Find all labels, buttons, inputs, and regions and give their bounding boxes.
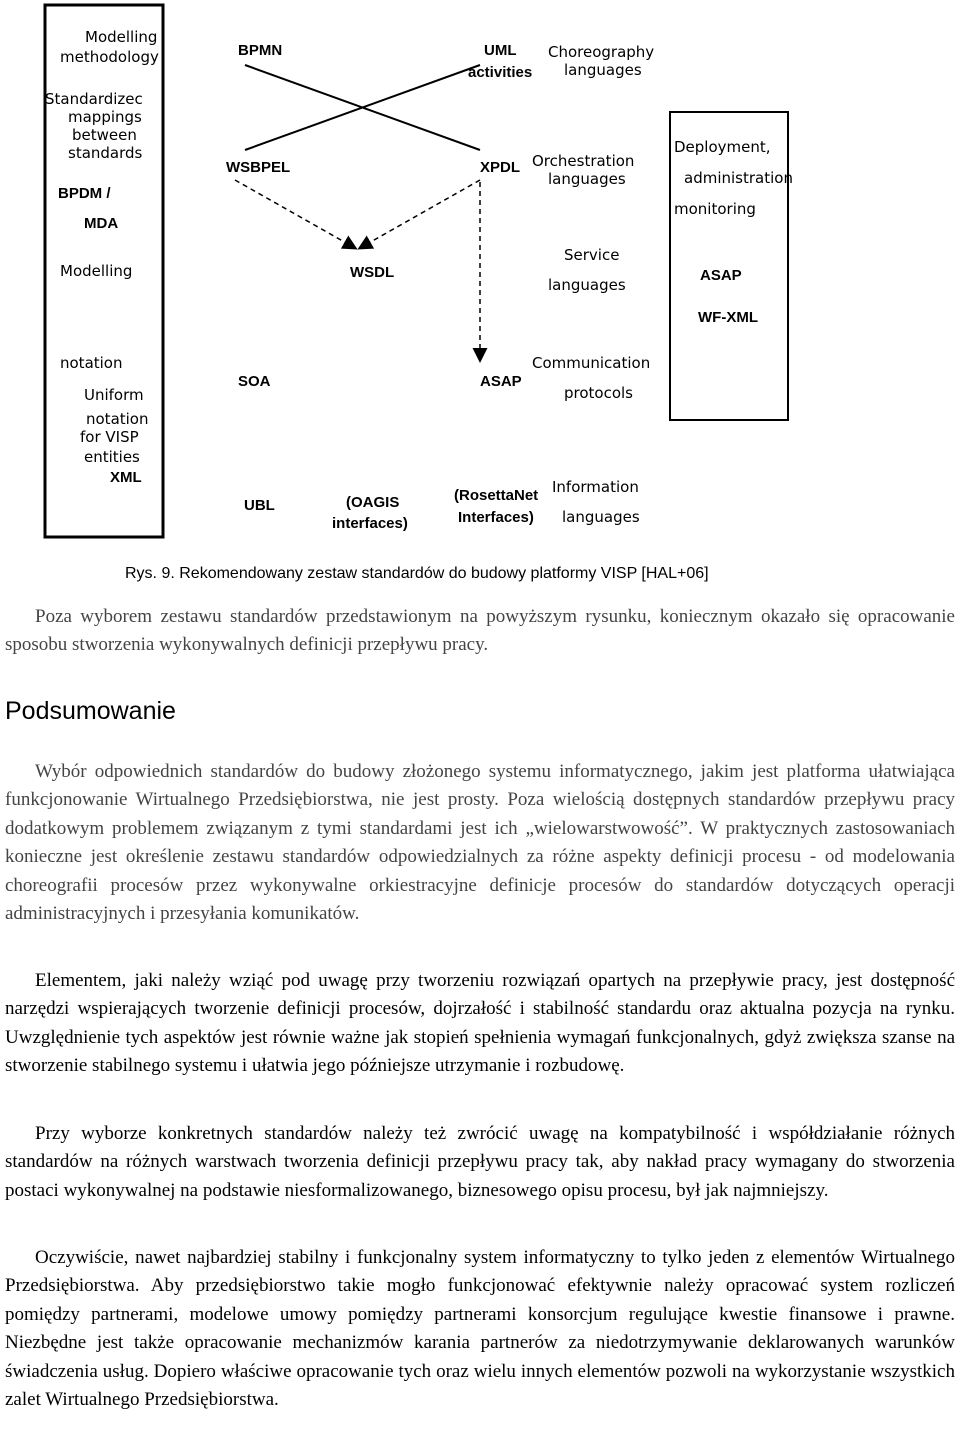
layer-label: protocols (564, 384, 634, 402)
node-oagis: (OAGIS (346, 494, 400, 511)
standards-diagram (40, 0, 800, 545)
body-paragraph: Przy wyborze konkretnych standardów należy też zwrócić uwagę na kompatybilność i współdziałanie różnych standardów na różnych warstwach tworzenia definicji przepływu pracy tak, aby nakład pracy wymagany do stworzenia postaci wykonywalnej na podstawie niesformalizowanego, biznesowego opisu procesu, był jak najmniejszy. (5, 1123, 955, 1201)
section-heading: Podsumowanie (5, 697, 176, 725)
node-bpmn: BPMN (238, 42, 283, 59)
left-label: mappings (68, 108, 142, 126)
layer-label: languages (564, 61, 642, 79)
node-asap: ASAP (480, 373, 522, 390)
deployment-label: monitoring (674, 200, 756, 218)
figure-caption: Rys. 9. Rekomendowany zestaw standardów do budowy platformy VISP [HAL+06] (125, 565, 709, 582)
left-label: notation (60, 354, 123, 372)
node-ubl: UBL (244, 497, 275, 514)
node-wsdl: WSDL (350, 264, 395, 281)
layer-label: languages (562, 508, 640, 526)
layer-label: Choreography (548, 43, 655, 61)
layer-label: languages (548, 276, 626, 294)
left-label: MDA (84, 215, 119, 232)
left-label: BPDM / (58, 185, 111, 202)
left-label: entities (84, 448, 140, 466)
node-rosettanet: Interfaces) (458, 509, 534, 526)
deployment-label: Deployment, (674, 138, 771, 156)
left-label: standards (68, 144, 143, 162)
node-uml: UML (484, 42, 517, 59)
layer-label: languages (548, 170, 626, 188)
layer-label: Information (552, 478, 639, 496)
body-paragraph: Wybór odpowiednich standardów do budowy złożonego systemu informatycznego, jakim jest platforma ułatwiająca funkcjonowanie Wirtualnego Przedsiębiorstwa, nie jest prosty. Poza wielością dostępnych standardów przepływu pracy dodatkowym problemem związanym z tymi standardami jest ich „wielowarstwowość”. W praktycznych zastosowaniach konieczne jest określenie zestawu standardów odpowiedzialnych za różne aspekty definicji procesu - od modelowania choreografii procesów przez wykonywalne orkiestracyjne definicje procesów do standardów dotyczących operacji administracyjnych i przesyłania komunikatów. (5, 761, 955, 925)
body-paragraph: Oczywiście, nawet najbardziej stabilny i funkcjonalny system informatyczny to tylko jeden z elementów Wirtualnego Przedsiębiorstwa. Aby przedsiębiorstwo takie mogło funkcjonować efektywnie należy opracować system rozliczeń pomiędzy partnerami, modelowe umowy pomiędzy partnerami konsorcjum regulujące kwestie finansowe i prawne. Niezbędne jest także opracowanie mechanizmów karania partnerów za niedotrzymywanie deklarowanych warunków świadczenia usług. Dopiero właściwe opracowanie tych oraz wielu innych elementów pozwoli na wykorzystanie wszystkich zalet Wirtualnego Przedsiębiorstwa. (5, 1247, 955, 1411)
layer-label: Communication (532, 354, 651, 372)
node-xpdl: XPDL (480, 159, 521, 176)
layer-label: Orchestration (532, 152, 635, 170)
deployment-box-frame (670, 112, 788, 420)
left-label: Standardizec (45, 90, 143, 108)
left-label: XML (110, 469, 142, 486)
left-label: Uniform (84, 386, 144, 404)
left-label: for VISP (80, 428, 139, 446)
node-wsbpel: WSBPEL (226, 159, 291, 176)
node-wfxml: WF-XML (698, 309, 758, 326)
node-oagis: interfaces) (332, 515, 408, 532)
intro-paragraph: Poza wyborem zestawu standardów przedstawionym na powyższym rysunku, koniecznym okazało się opracowanie sposobu stworzenia wykonywalnych definicji przepływu pracy. (5, 606, 955, 655)
left-label: Modelling (85, 28, 158, 46)
layer-label: Service (564, 246, 620, 264)
left-label: notation (86, 410, 149, 428)
arrow-wsbpel-wsdl (235, 180, 355, 248)
left-label: Modelling (60, 262, 133, 280)
node-uml: activities (468, 64, 533, 81)
arrow-xpdl-wsdl (360, 180, 480, 248)
left-label: methodology (60, 48, 159, 66)
body-paragraph: Elementem, jaki należy wziąć pod uwagę przy tworzeniu rozwiązań opartych na przepływie pracy, jest dostępność narzędzi wspierających tworzenie definicji procesów, dojrzałość i stabilność standardu oraz aktualna pozycja na rynku. Uwzględnienie tych aspektów jest równie ważne jak stopień spełnienia wymagań funkcjonalnych, gdyż zwiększa szanse na stworzenie stabilnego systemu i ułatwia jego późniejsze utrzymanie i rozbudowę. (5, 970, 955, 1077)
node-asap-right: ASAP (700, 267, 742, 284)
node-rosettanet: (RosettaNet (454, 487, 539, 504)
deployment-label: administration (684, 169, 793, 187)
left-label: between (72, 126, 137, 144)
node-soa: SOA (238, 373, 271, 390)
